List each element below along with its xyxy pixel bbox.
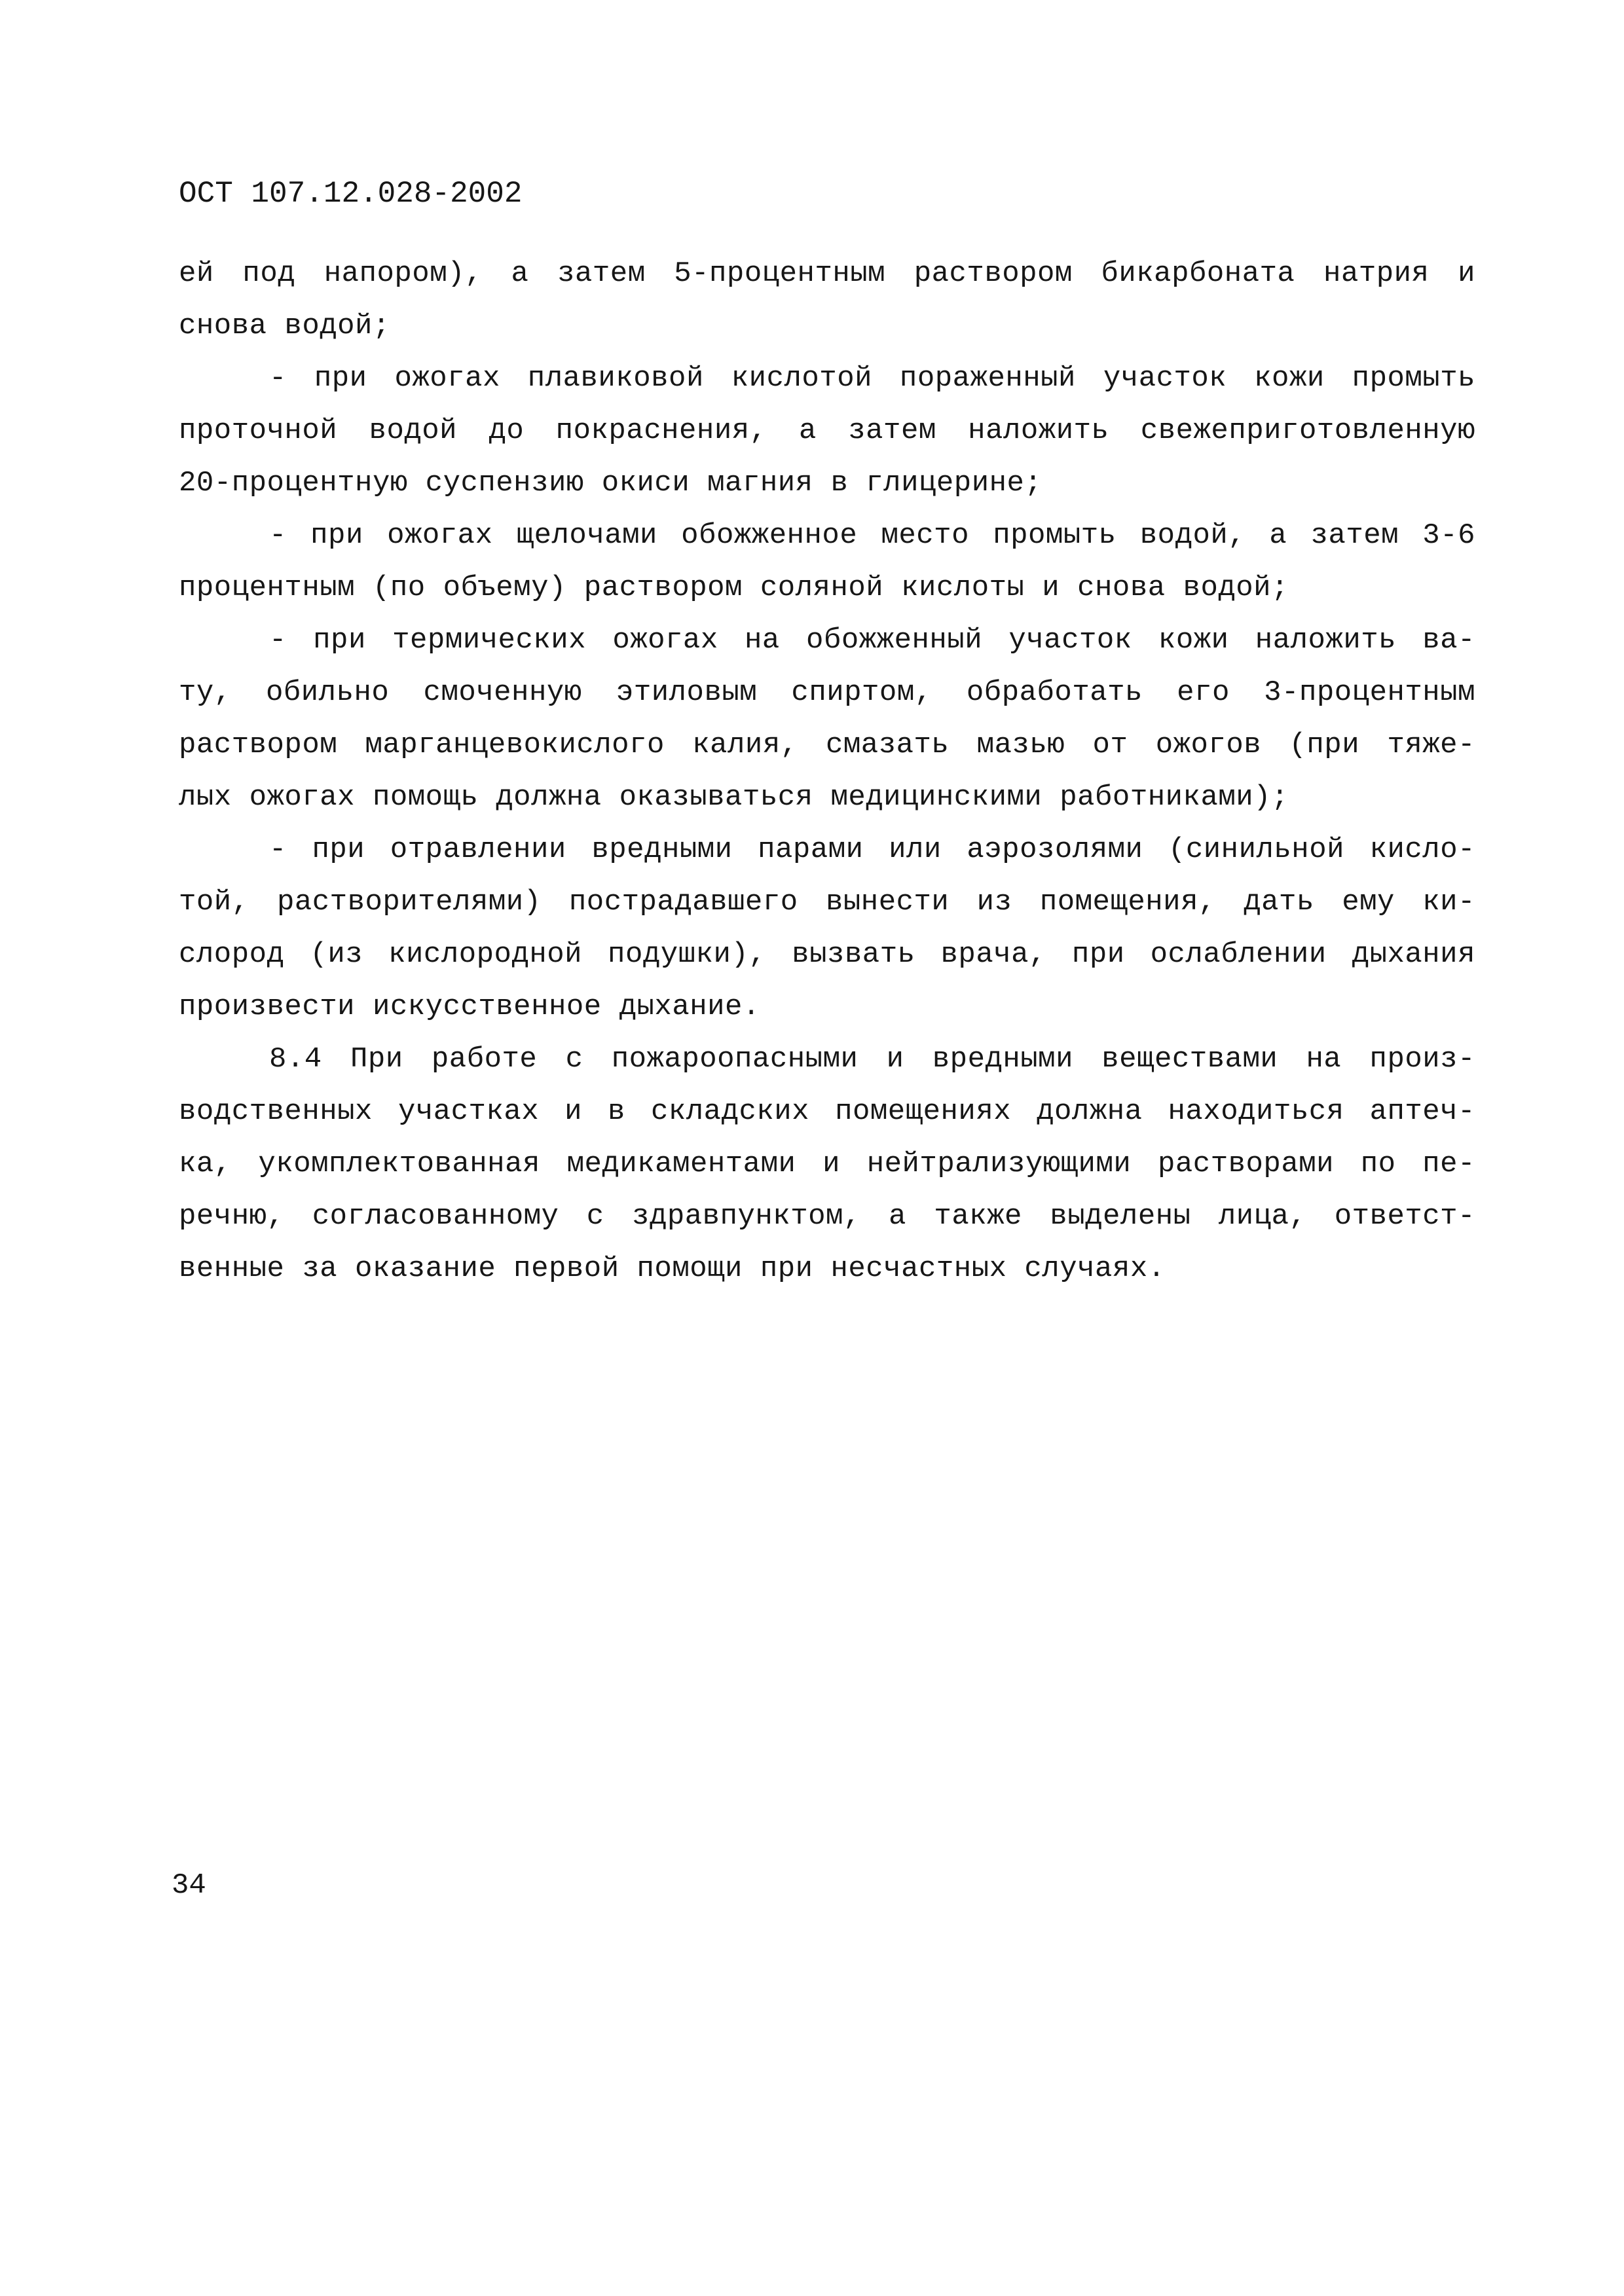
document-code-header: ОСТ 107.12.028-2002 <box>179 177 523 211</box>
text-line: ка, укомплектованная медикаментами и нейтрализующими растворами по пе- <box>179 1148 1475 1180</box>
text-line: - при отравлении вредными парами или аэрозолями (синильной кисло- <box>269 833 1475 866</box>
text-line: венные за оказание первой помощи при несчастных случаях. <box>179 1252 1166 1285</box>
text-line: лых ожогах помощь должна оказываться медицинскими работниками); <box>179 781 1289 814</box>
page-number: 34 <box>172 1869 206 1902</box>
text-line: речню, согласованному с здравпунктом, а также выделены лица, ответст- <box>179 1200 1475 1233</box>
text-line: раствором марганцевокислого калия, смазать мазью от ожогов (при тяже- <box>179 729 1475 761</box>
body-text <box>179 247 1475 1295</box>
text-line: водственных участках и в складских помещениях должна находиться аптеч- <box>179 1095 1475 1128</box>
text-line: той, растворителями) пострадавшего вынести из помещения, дать ему ки- <box>179 886 1475 919</box>
text-line: ей под напором), а затем 5-процентным раствором бикарбоната натрия и <box>179 257 1475 290</box>
text-line: проточной водой до покраснения, а затем наложить свежеприготовленную <box>179 414 1475 447</box>
text-line: - при ожогах щелочами обожженное место промыть водой, а затем 3-6 <box>269 519 1475 552</box>
text-line: процентным (по объему) раствором соляной кислоты и снова водой; <box>179 572 1289 604</box>
text-line: слород (из кислородной подушки), вызвать врача, при ослаблении дыхания <box>179 938 1475 971</box>
text-line: - при термических ожогах на обожженный участок кожи наложить ва- <box>269 624 1475 657</box>
text-line: снова водой; <box>179 310 390 342</box>
text-line: ту, обильно смоченную этиловым спиртом, обработать его 3-процентным <box>179 676 1475 709</box>
text-line: произвести искусственное дыхание. <box>179 991 760 1023</box>
text-line: 8.4 При работе с пожароопасными и вредными веществами на произ- <box>269 1043 1475 1076</box>
text-line: - при ожогах плавиковой кислотой пораженный участок кожи промыть <box>269 362 1475 395</box>
text-line: 20-процентную суспензию окиси магния в глицерине; <box>179 467 1043 500</box>
